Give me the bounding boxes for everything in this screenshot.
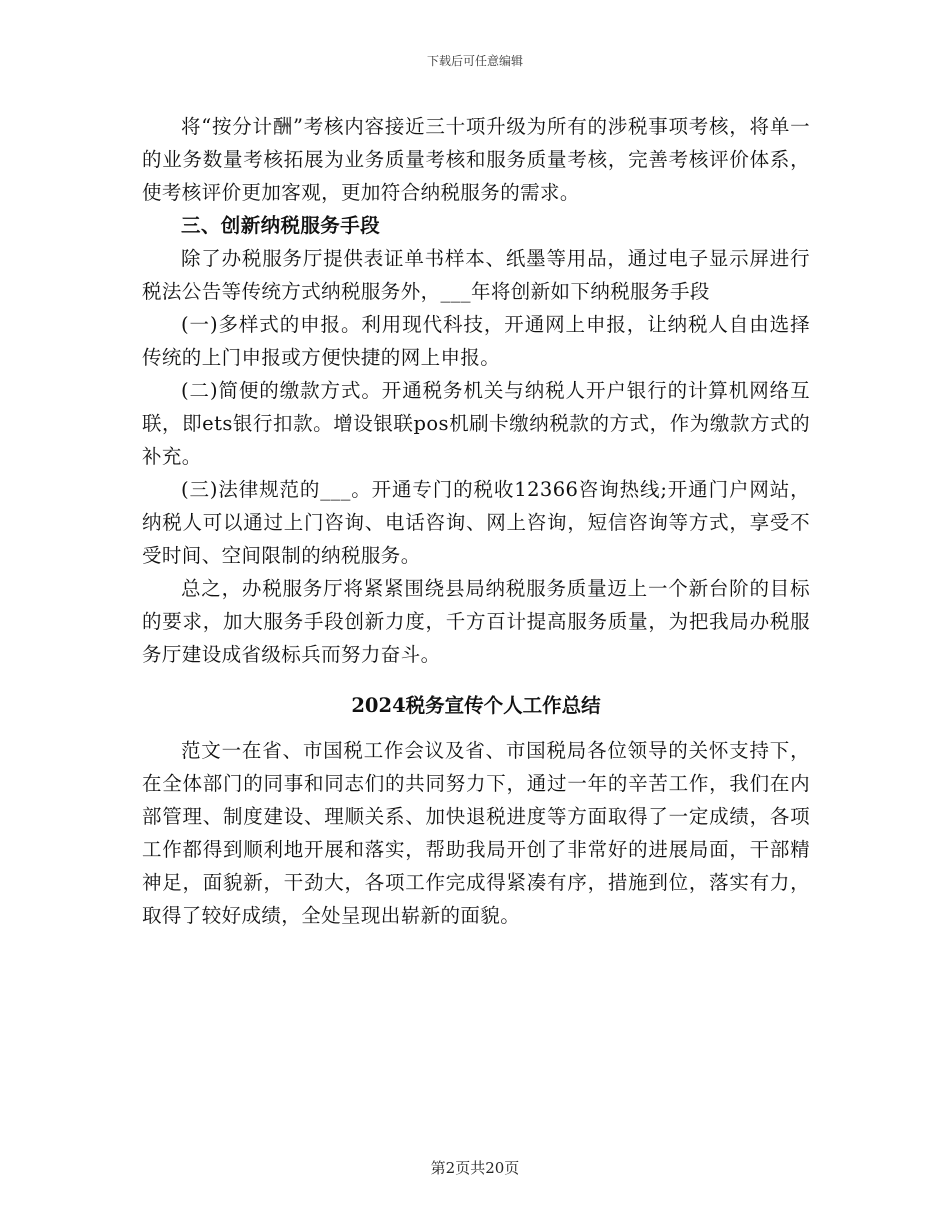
paragraph-payment: (二)简便的缴款方式。开通税务机关与纳税人开户银行的计算机网络互联，即ets银行扣款。增设银联pos机刷卡缴纳税款的方式，作为缴款方式的补充。	[142, 379, 810, 468]
document-body	[142, 110, 810, 932]
paragraph-traditional-service: 除了办税服务厅提供表证单书样本、纸墨等用品，通过电子显示屏进行税法公告等传统方式纳税服务外，___年将创新如下纳税服务手段	[142, 247, 810, 303]
paragraph-assessment: 将“按分计酬”考核内容接近三十项升级为所有的涉税事项考核，将单一的业务数量考核拓展为业务质量考核和服务质量考核，完善考核评价体系，使考核评价更加客观，更加符合纳税服务的需求。	[142, 115, 810, 204]
paragraph-summary-intro: 范文一在省、市国税工作会议及省、市国税局各位领导的关怀支持下，在全体部门的同事和同志们的共同努力下，通过一年的辛苦工作，我们在内部管理、制度建设、理顺关系、加快退税进度等方面取得了一定成绩，各项工作都得到顺利地开展和落实，帮助我局开创了非常好的进展局面，干部精神足，面貌新，干劲大，各项工作完成得紧凑有序，措施到位，落实有力，取得了较好成绩，全处呈现出崭新的面貌。	[142, 739, 810, 927]
page-number: 第2页共20页	[430, 1159, 520, 1177]
document-title: 2024税务宣传个人工作总结	[351, 694, 601, 717]
paragraph-declaration: (一)多样式的申报。利用现代科技，开通网上申报，让纳税人自由选择传统的上门申报或方便快捷的网上申报。	[142, 313, 810, 369]
paragraph-conclusion: 总之，办税服务厅将紧紧围绕县局纳税服务质量迈上一个新台阶的目标的要求，加大服务手段创新力度，千方百计提高服务质量，为把我局办税服务厅建设成省级标兵而努力奋斗。	[142, 577, 810, 666]
page-header: 下载后可任意编辑	[426, 54, 523, 68]
section-heading-innovate: 三、创新纳税服务手段	[181, 214, 381, 237]
paragraph-consulting: (三)法律规范的___。开通专门的税收12366咨询热线;开通门户网站，纳税人可以通过上门咨询、电话咨询、网上咨询，短信咨询等方式，享受不受时间、空间限制的纳税服务。	[142, 478, 810, 567]
